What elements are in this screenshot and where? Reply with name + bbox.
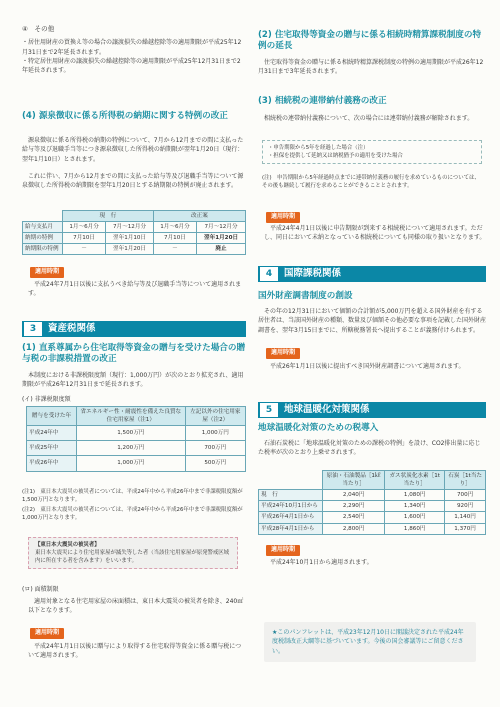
apply-badge: 適用時期 (30, 628, 64, 639)
paragraph: 源泉徴収に係る所得税の納期の特例について、7月から12月までの間に支払った給与等及び退職手当等につき源泉徴収した所得税の納期限が翌年1月20日（現行：翌年1月10日）とされます。 (22, 137, 244, 163)
table-cell: 700円 (445, 490, 486, 501)
table-cell: 7月10日 (63, 233, 106, 244)
subsection-title: (2) 住宅取得等資金の贈与に係る相続時精算課税制度の特例の延長 (258, 30, 482, 51)
subsection-title: 国外財産調書制度の創設 (258, 291, 353, 301)
table-cell: 1,200万円 (77, 441, 186, 456)
table-cell: 1,080円 (385, 490, 445, 501)
table-header: 省エネルギー性・耐震性を備えた良質な住宅用家屋（注1） (77, 407, 186, 426)
apply-badge: 適用時期 (266, 545, 300, 556)
table-cell: 2,540円 (323, 512, 385, 523)
footer-note: ★このパンフレットは、平成23年12月10日に閣議決定された平成24年度税制改正大綱等に基づいています。今後の国会審議等にご留意ください。 (272, 629, 464, 655)
row-label: 納期限の特例 (23, 244, 63, 255)
gift-tax-table (26, 406, 246, 472)
apply-badge: 適用時期 (30, 267, 64, 278)
box-text: 東日本大震災により住宅用家屋が滅失等した者（当該住宅用家屋が原発警戒区域内に所在する者を含みます）をいいます。 (35, 550, 230, 565)
section-number: 4 (260, 267, 278, 281)
table-cell: 7月10日 (153, 233, 196, 244)
footer-note-box (264, 622, 476, 662)
table-cell: 2,040円 (323, 490, 385, 501)
table-cell: 1,860円 (385, 523, 445, 534)
release-conditions-box (262, 140, 482, 164)
apply-badge: 適用時期 (266, 348, 300, 359)
paragraph: 石油石炭税に「地球温暖化対策のための課税の特例」を設け、CO2排出量に応じた税率が次のとおり上乗せされます。 (258, 440, 481, 457)
paragraph: 平成24年10月1日から適用されます。 (270, 559, 373, 566)
footnote: (注) 申告期限から5年経過時点までに連帯納付義務の履行を求めているものについては、その後も継続して履行を求めることができることとされます。 (262, 175, 480, 190)
section-4-header (258, 266, 486, 282)
bullet-text: ・申告期限から5年を経過した場合（注） (268, 145, 369, 151)
table-header: 改正案 (153, 211, 245, 222)
section-5-header (258, 402, 486, 418)
table-cell: 1,370円 (445, 523, 486, 534)
table-cell: 1月～6月分 (63, 222, 106, 233)
section-title: 地球温暖化対策関係 (284, 404, 370, 415)
table-header: 左記以外の住宅用家屋（注2） (185, 407, 245, 426)
paragraph: その年の12月31日において価額の合計額が5,000万円を超える国外財産を有する居住者は、当該国外財産の種類、数量及び価額その他必要な事項を記載した国外財産調書を、翌年3月15日までに、所轄税務署長へ提出することが義務付けられます。 (258, 308, 487, 334)
section-number: 3 (24, 322, 42, 336)
paragraph: 平成26年1月1日以後に提出すべき国外財産調書について適用されます。 (270, 363, 465, 370)
box-title: 【東日本大震災の被災者】 (35, 542, 100, 548)
section-title: 資産税関係 (48, 323, 96, 334)
section-number: 5 (260, 403, 278, 417)
table-cell: 1,340円 (385, 501, 445, 512)
table-cell: 500万円 (185, 456, 245, 471)
row-label: 平成25年中 (27, 441, 77, 456)
table-cell: 2,800円 (323, 523, 385, 534)
row-label: 平成28年4月1日から (259, 523, 323, 534)
table-cell: 1,000万円 (77, 456, 186, 471)
table-cell: 920円 (445, 501, 486, 512)
table-cell: 1,140円 (445, 512, 486, 523)
subsection-title: 地球温暖化対策のための税導入 (258, 423, 379, 433)
paragraph: 平成24年1月1日以後に贈与により取得する住宅取得等資金に係る贈与税について適用されます。 (28, 643, 242, 660)
row-label: 納期の特例 (23, 233, 63, 244)
bullet-text: ・居住用財産の買換え等の場合の譲渡損失の繰越控除等の適用期限が平成25年12月31日まで2年延長されます。 (22, 39, 242, 56)
subsection-title: (1) 直系尊属から住宅取得等資金の贈与を受けた場合の贈与税の非課税措置の改正 (22, 343, 246, 364)
table-cell: 7月～12月分 (106, 222, 154, 233)
paragraph: 平成24年7月1日以後に支払うべき給与等及び退職手当等について適用されます。 (28, 281, 242, 298)
sub-heading: (ロ) 面積制限 (22, 586, 59, 593)
section-4-heading: ④ その他 (22, 25, 55, 33)
paragraph: 相続税の連帯納付義務について、次の場合には連帯納付義務が解除されます。 (264, 115, 474, 122)
paragraph: 適用対象となる住宅用家屋の床面積は、東日本大震災の被災者を除き、240㎡以下となります。 (28, 598, 244, 615)
table-cell: － (63, 244, 106, 255)
carbon-tax-table (258, 470, 486, 535)
table-header: 贈与を受けた年 (27, 407, 77, 426)
row-label: 現 行 (259, 490, 323, 501)
table-header: ガス状炭化水素［1t当たり］ (385, 471, 445, 490)
table-cell: 700万円 (185, 441, 245, 456)
paragraph: 本制度における非課税限度額（現行：1,000万円）が次のとおり拡充され、適用期限が平成26年12月31日まで延長されます。 (22, 372, 244, 389)
table-header: 原油・石油製品［1㎘当たり］ (323, 471, 385, 490)
footnote: (注2) 東日本大震災の被災者については、平成24年中から平成26年中まで非課税限度額が1,000万円となります。 (22, 507, 243, 522)
table-cell: 7月～12月分 (197, 222, 246, 233)
earthquake-note-box (28, 537, 238, 569)
table-cell: 翌年1月20日 (197, 233, 246, 244)
table-cell: 1,500万円 (77, 426, 186, 441)
section-title: 国際課税関係 (284, 268, 342, 279)
table-cell: 1,000万円 (185, 426, 245, 441)
table-header: 石炭［1t当たり］ (445, 471, 486, 490)
row-label: 平成24年10月1日から (259, 501, 323, 512)
table-cell: 廃止 (197, 244, 246, 255)
table-cell: 2,290円 (323, 501, 385, 512)
table-cell: 翌年1月20日 (106, 244, 154, 255)
row-label: 平成26年中 (27, 456, 77, 471)
bullet-text: ・担保を提供して延納又は納税猶予の適用を受けた場合 (268, 153, 403, 160)
tax-deadline-table (22, 210, 246, 255)
subsection-title: (3) 相続税の連帯納付義務の改正 (258, 96, 387, 106)
paragraph: これに伴い、7月から12月までの間に支払った給与等及び退職手当等について源泉徴収した所得税の納期限を翌年1月20日とする納期限の特例が廃止されます。 (22, 173, 244, 190)
paragraph: 平成24年4月1日以後に申告期限が到来する相続税について適用されます。ただし、同日において未納となっている相続税についても同様の取り扱いとなります。 (264, 225, 486, 242)
section-3-header (22, 321, 246, 337)
table-cell: 1,600円 (385, 512, 445, 523)
table-cell: － (153, 244, 196, 255)
paragraph: 住宅取得等資金の贈与に係る相続時精算課税制度の特例の適用期限が平成26年12月31日まで3年延長されます。 (258, 59, 484, 76)
table-cell: 1月～6月分 (153, 222, 196, 233)
sub-heading: (イ) 非課税限度額 (22, 396, 71, 403)
table-header: 現 行 (63, 211, 154, 222)
bullet-text: ・特定居住用財産の譲渡損失の繰越控除等の適用期限が平成25年12月31日まで2年延長されます。 (22, 57, 241, 75)
subsection-title: (4) 源泉徴収に係る所得税の納期に関する特例の改正 (22, 111, 228, 121)
table-cell: 翌年1月10日 (106, 233, 154, 244)
row-label: 給与支払月 (23, 222, 63, 233)
apply-badge: 適用時期 (266, 212, 300, 223)
row-label: 平成24年中 (27, 426, 77, 441)
footnote: (注1) 東日本大震災の被災者については、平成24年中から平成26年中まで非課税限度額が1,500万円となります。 (22, 489, 243, 504)
row-label: 平成26年4月1日から (259, 512, 323, 523)
